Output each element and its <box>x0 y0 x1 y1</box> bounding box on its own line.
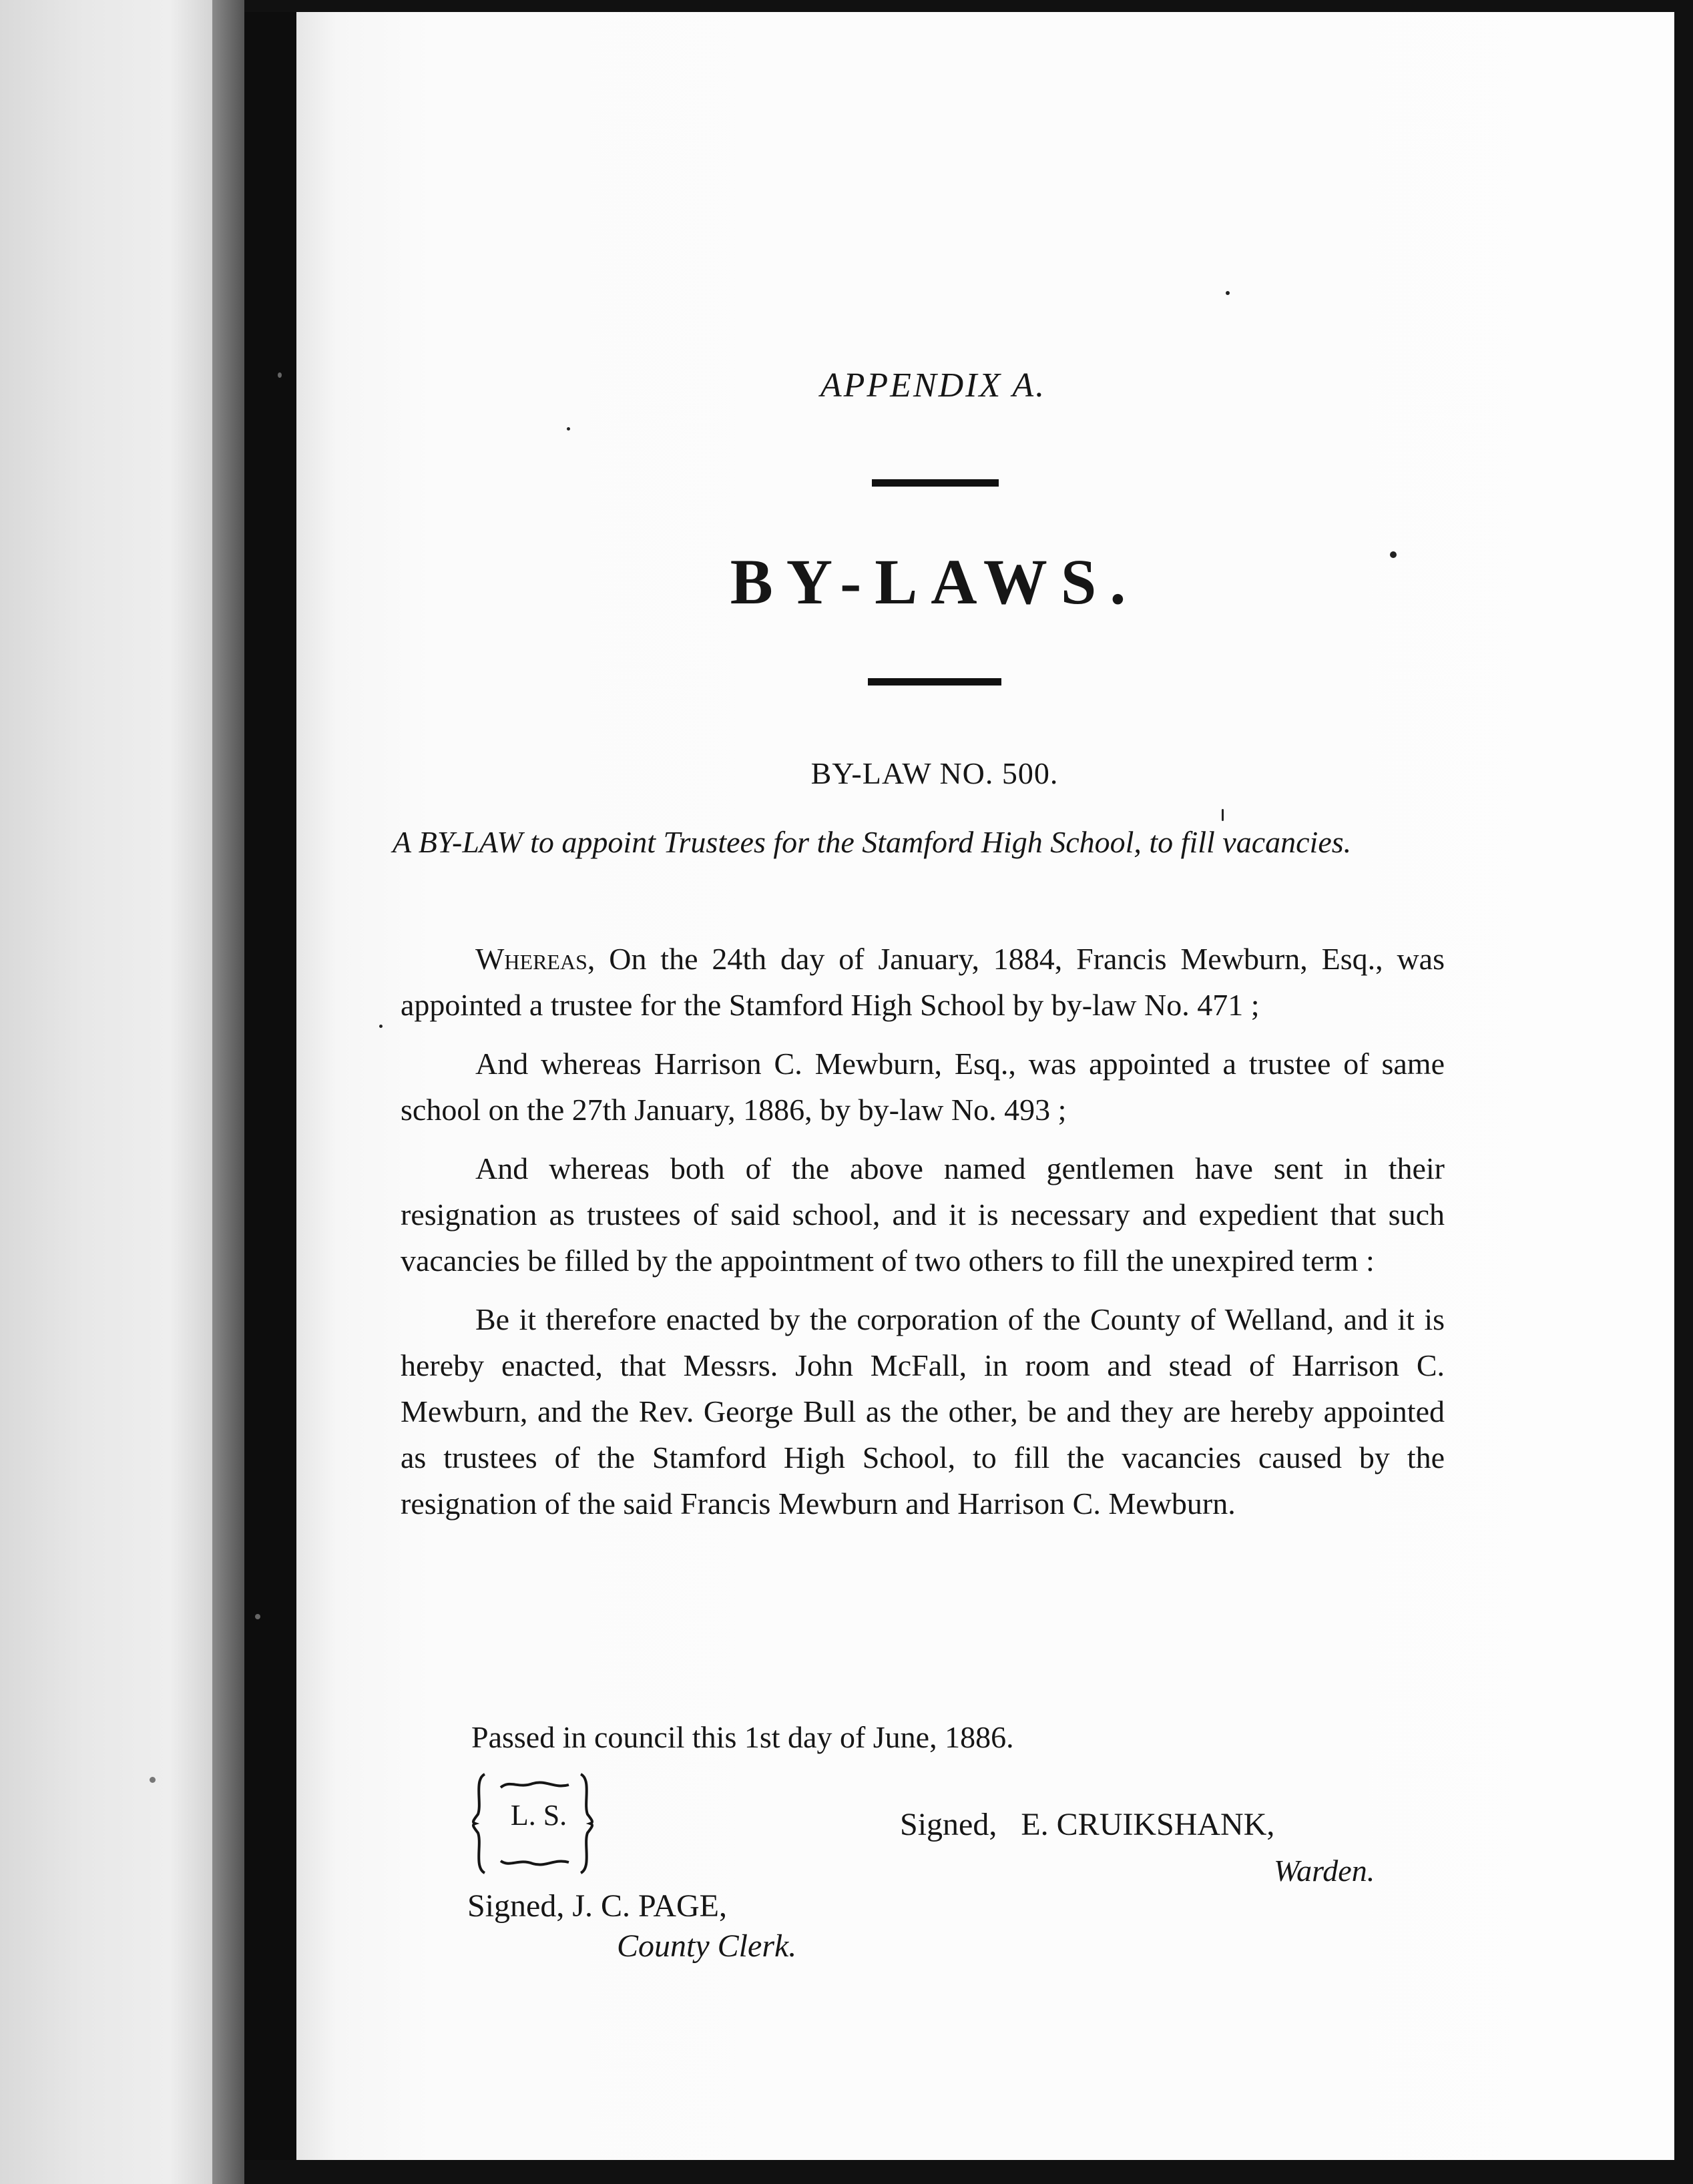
bylaw-number: BY-LAW NO. 500. <box>810 756 1059 790</box>
bylaw-body <box>401 936 1445 1539</box>
passed-line: Passed in council this 1st day of June, 1886. <box>471 1720 1014 1754</box>
dust-speck <box>1226 291 1230 295</box>
book-spine <box>244 0 296 2184</box>
paragraph-1-text: On the 24th day of January, 1884, Francis Mewburn, Esq., was appointed a trustee for the Stamford High School by by-law No. 471 ; <box>401 942 1445 1022</box>
scan-border-top <box>244 0 1693 12</box>
paragraph-4: Be it therefore enacted by the corporation of the County of Welland, and it is hereby enacted, that Messrs. John McFall, in room and stead of Harrison C. Mewburn, and the Rev. George Bull as the other, be and they are hereby appointed as trustees of the Stamford High School, to fill the vacancies caused by the resignation of the said Francis Mewburn and Harrison C. Mewburn. <box>401 1302 1445 1521</box>
scan-border-right <box>1674 0 1693 2184</box>
bylaw-description: A BY-LAW to appoint Trustees for the Stamford High School, to fill vacancies. <box>393 825 1352 859</box>
page-title: BY-LAWS. <box>730 546 1140 617</box>
decorative-rule <box>868 678 1001 686</box>
dust-speck <box>567 427 570 431</box>
warden-signature: Signed, E. CRUIKSHANK, <box>900 1807 1275 1842</box>
seal <box>471 1770 605 1877</box>
appendix-heading: APPENDIX A. <box>820 366 1047 404</box>
dust-speck <box>255 1614 260 1619</box>
seal-label: L. S. <box>510 1799 567 1832</box>
paragraph-2: And whereas Harrison C. Mewburn, Esq., was appointed a trustee of same school on the 27th January, 1886, by by-law No. 493 ; <box>401 1047 1445 1127</box>
clerk-signature: Signed, J. C. PAGE, <box>467 1888 727 1924</box>
dust-speck <box>1390 551 1397 558</box>
warden-title: Warden. <box>1274 1854 1375 1888</box>
clerk-title: County Clerk. <box>617 1928 797 1964</box>
dust-speck <box>150 1777 156 1783</box>
decorative-rule <box>872 479 999 487</box>
facing-page-edge <box>0 0 212 2184</box>
whereas-word: Whereas, <box>475 942 595 976</box>
paragraph-1 <box>401 936 1445 1028</box>
paragraph-3: And whereas both of the above named gentlemen have sent in their resignation as trustees of said school, and it is necessary and expedient that such vacancies be filled by the appointment of two others to fill the unexpired term : <box>401 1151 1445 1278</box>
scan-border-bottom <box>244 2160 1693 2184</box>
dust-speck <box>379 1025 383 1028</box>
